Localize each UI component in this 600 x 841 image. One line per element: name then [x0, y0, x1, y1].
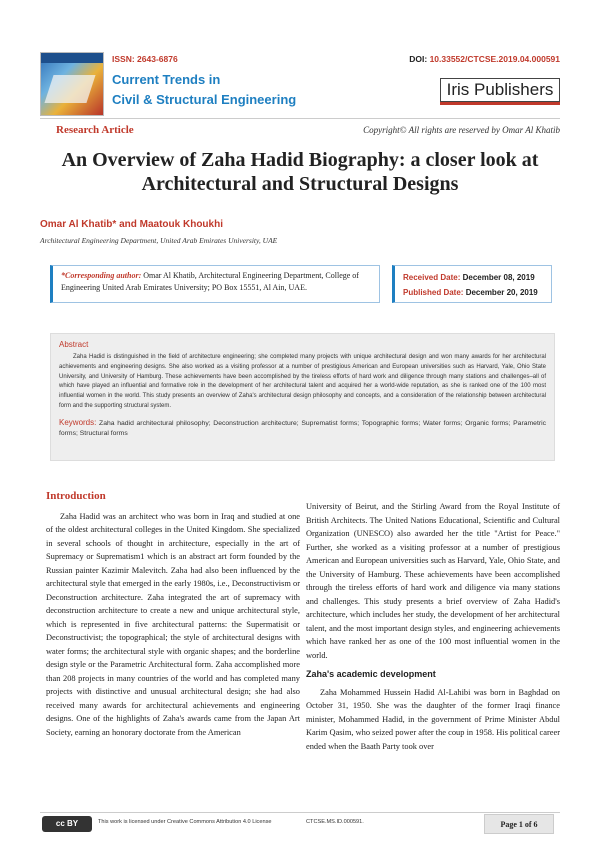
cover-band — [41, 53, 103, 63]
doi-link[interactable]: 10.33552/CTCSE.2019.04.000591 — [429, 54, 560, 64]
published-date — [403, 285, 543, 300]
doi-label: DOI: — [409, 54, 428, 64]
received-label: Received Date: — [403, 273, 461, 282]
header-divider — [40, 118, 560, 119]
footer-divider — [40, 812, 560, 813]
journal-title — [112, 70, 352, 110]
abstract-heading: Abstract — [59, 340, 89, 349]
keywords-text: Zaha hadid architectural philosophy; Deconstruction architecture; Suprematist forms; Topographic forms; Water forms; Organic forms; Parametric forms; Structural forms — [59, 419, 547, 438]
logo-underline — [440, 102, 560, 105]
abstract-text: Zaha Hadid is distinguished in the field of architecture engineering; she completed many projects with unique architectural design and won many awards for her architectural achievements and engineering designs. She also worked as a visiting professor at a number of prestigious American and European universities such as Harvard, Yale, Ohio State University, and University of Hamburg. These achievements have been accomplished by the tireless efforts of hard work and diligence through many stations and challenges–all of which have played an influential and formative role in the development of her architectural talent and acquired her a world-wide reputation, as she is ranked one of the 100 most influential women in the world. This study presents an overview of Zaha's architectural design philosophy and concepts, and a consideration of the relationship between architectural form and the supporting structural system. — [59, 354, 546, 409]
correspondence-label: *Corresponding author: — [61, 271, 142, 280]
article-title: An Overview of Zaha Hadid Biography: a closer look at Architectural and Structural Designs — [61, 149, 539, 195]
doi — [409, 54, 560, 64]
right-column — [306, 500, 560, 753]
page-number: Page 1 of 6 — [484, 814, 554, 834]
academic-development-heading: Zaha's academic development — [306, 669, 436, 679]
issn: ISSN: 2643-6876 — [112, 54, 178, 64]
authors: Omar Al Khatib* and Maatouk Khoukhi — [40, 219, 223, 230]
received-date — [403, 270, 543, 285]
published-value: December 20, 2019 — [465, 288, 538, 297]
right-paragraph-2: Zaha Mohammed Hussein Hadid Al-Lahibi was born in Baghdad on October 31, 1950. She was the daughter of the former Iraqi finance minister, Mohammed Hadid, in the government of Prime Minister Abdul Karim Qasim, who seized power after the coup in 1958. His political career ended when the Baath Party took over — [306, 687, 560, 751]
intro-paragraph: Zaha Hadid was an architect who was born in Iraq and studied at one of the oldest architectural colleges in the United Kingdom. She specialized in several schools of thought in architecture, especially in the art of Supremacy or Suprematism1 which is an abstract art form founded by the Russian painter Kazimir Malevitch. Zaha had also been influenced by the architectural style that emerged in the early 1980s, i.e., Deconstructivism or Deconstruction architecture. Zaha integrated the art of supremacy with deconstruction architecture to create a new and unique architectural style, which is represented in five architectural patterns: the Supermatisit or Deconstructivist; the topographical; the style of architectural designs with water forms; the architectural style with organic shapes; and the borderline design style or the Parametric Architectural form. Zaha accomplished more than 208 projects in many countries of the world and has completed many projects with distinctive and unusual architectural design; she had also received many awards for architectural achievements and engineering designs. One of the highlights of Zaha's awards came from the Japan Art Society, earning an honorary doctorate from the American — [46, 511, 300, 737]
footer-doi: CTCSE.MS.ID.000591. — [306, 819, 364, 825]
license-text: This work is licensed under Creative Commons Attribution 4.0 License — [98, 819, 272, 825]
keywords — [59, 418, 546, 440]
journal-cover-image — [40, 52, 104, 116]
publisher-logo: Iris Publishers — [440, 78, 560, 102]
published-label: Published Date: — [403, 288, 464, 297]
right-paragraph-1: University of Beirut, and the Stirling Award from the Royal Institute of British Architects. The United Nations Educational, Scientific and Cultural Organization (UNESCO) also awarded her the title "Artist for Peace." Further, she worked as a visiting professor at a number of prestigious American and European universities such as Harvard, Yale, Ohio State, and the University of Hamburg. These achievements have been accomplished through the tireless efforts of hard work and diligence via many stations and challenges. This study presents a brief overview of Zaha Hadid's architecture, which includes her study, the development of her architectural talent, and the most important design styles, and engineering achievements which have ranked her as one of the 100 most influential women in the world. — [306, 502, 560, 660]
received-value: December 08, 2019 — [462, 273, 535, 282]
cover-building-shape — [44, 75, 95, 103]
correspondence-text: Omar Al Khatib, Architectural Engineering Department, College of Engineering United Arab Emirates University; PO Box 15551, Al Ain, UAE. — [61, 271, 359, 292]
dates-box — [392, 265, 552, 303]
abstract-box — [50, 333, 555, 461]
introduction-heading: Introduction — [46, 490, 106, 502]
article-type: Research Article — [56, 124, 134, 136]
keywords-label: Keywords: — [59, 417, 97, 427]
left-column — [46, 490, 300, 739]
affiliation: Architectural Engineering Department, United Arab Emirates University, UAE — [40, 236, 278, 245]
correspondence-box — [50, 265, 380, 303]
cc-license-icon[interactable]: cc BY — [42, 816, 92, 832]
journal-title-line1: Current Trends in — [112, 72, 221, 87]
journal-title-line2: Civil & Structural Engineering — [112, 92, 297, 107]
copyright: Copyright© All rights are reserved by Omar Al Khatib — [363, 125, 560, 135]
